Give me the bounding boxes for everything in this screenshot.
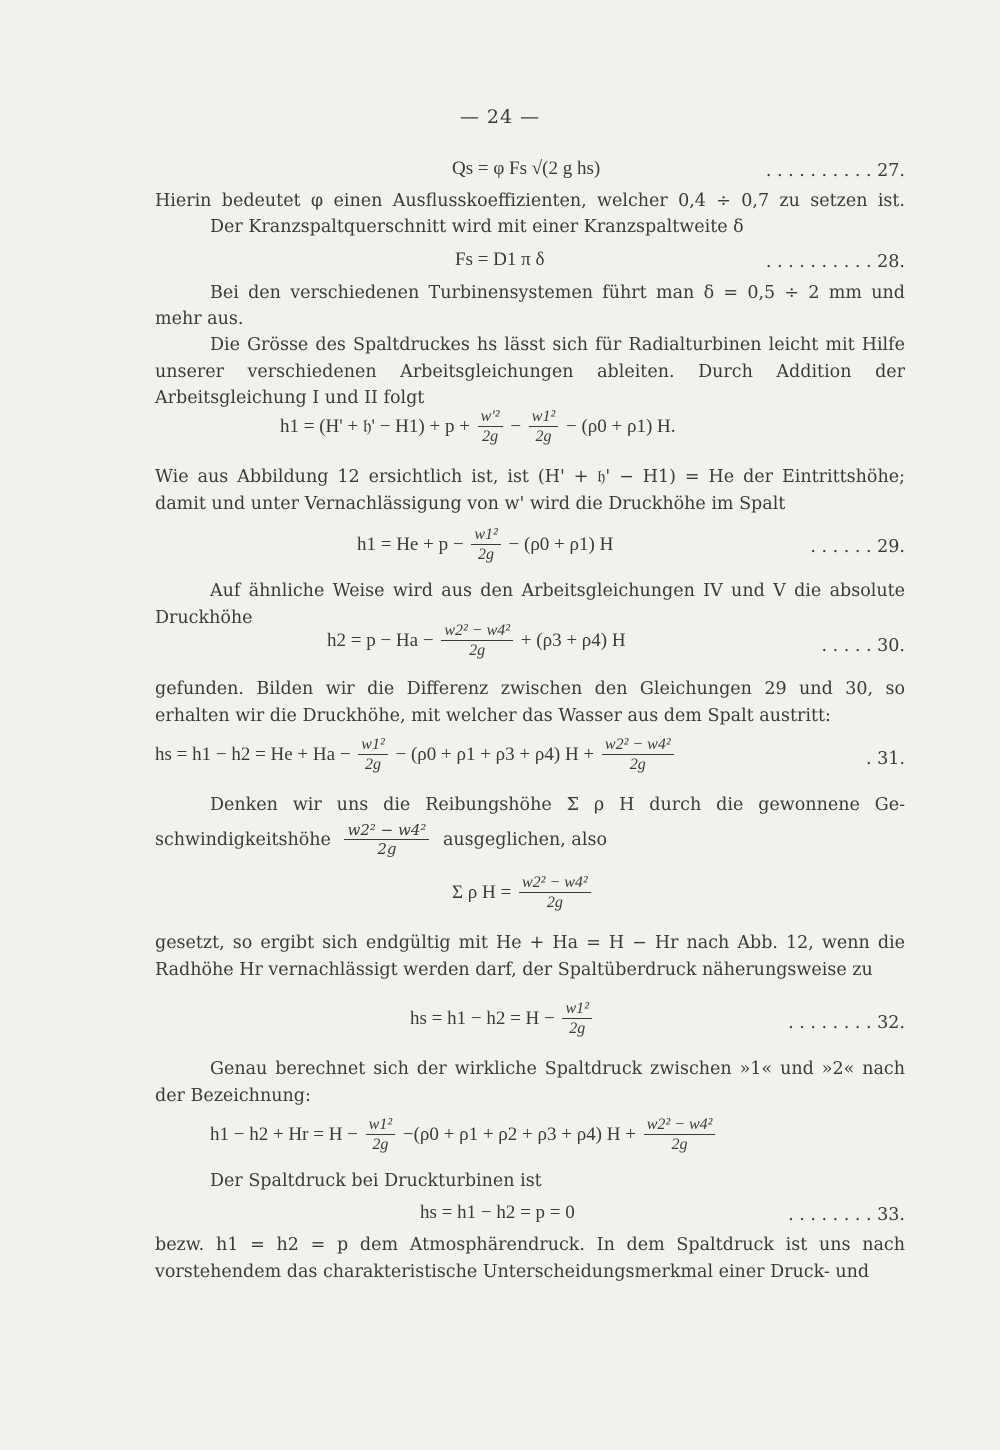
- equation-genau-lhs: h1 − h2 + Hr = H −: [210, 1123, 358, 1145]
- fraction-denominator: 2g: [377, 840, 397, 858]
- equation-29: [357, 526, 613, 565]
- fraction-denominator: 2g: [546, 894, 563, 911]
- paragraph-gesetzt: gesetzt, so ergibt sich endgültig mit He + Ha = H − Hr nach Abb. 12, wenn die Radhöhe Hr vernachlässigt werden darf, der Spaltüberdruck näherungsweise zu: [155, 933, 905, 980]
- page-number: — 24 —: [459, 106, 541, 128]
- equation-32-lhs: hs = h1 − h2 = H −: [410, 1007, 555, 1029]
- paragraph-bezw: bezw. h1 = h2 = p dem Atmosphärendruck. In dem Spaltdruck ist uns nach vorstehendem das charakteristische Unterscheidungsmerkmal einer Druck- und: [155, 1235, 905, 1282]
- paragraph-der-spaltdruck: Der Spaltdruck bei Druckturbinen ist: [210, 1171, 542, 1191]
- equation-sigma-lhs: Σ ρ H =: [452, 881, 512, 903]
- equation-31-middle: − (ρ0 + ρ1 + ρ3 + ρ4) H +: [395, 743, 595, 765]
- equation-32-number: . . . . . . . . 32.: [788, 1013, 905, 1033]
- equation-29-lhs: h1 = He + p −: [357, 533, 464, 555]
- fraction-numerator: w1²: [529, 408, 558, 427]
- fraction-numerator: w1²: [471, 526, 500, 545]
- equation-27-number: . . . . . . . . . . 27.: [765, 161, 905, 181]
- paragraph-gefunden: gefunden. Bilden wir die Differenz zwischen den Gleichungen 29 und 30, so erhalten wir die Druckhöhe, mit welcher das Wasser aus dem Spalt austritt:: [155, 679, 905, 726]
- equation-h1-lhs: h1 = (H' + 𝔥' − H1) + p +: [280, 415, 470, 437]
- paragraph-denken-line2: [155, 822, 905, 859]
- equation-30: [327, 622, 626, 661]
- fraction-numerator: w'²: [478, 408, 503, 427]
- paragraph-groesse: Die Grösse des Spaltdruckes hs lässt sich für Radialturbinen leicht mit Hilfe unserer verschiedenen Arbeitsgleichungen ableiten. Durch Addition der Arbeitsgleichung I und II folgt: [155, 335, 905, 408]
- equation-29-number: . . . . . . 29.: [810, 537, 905, 557]
- fraction-denominator: 2g: [569, 1020, 586, 1037]
- equation-genau-fraction-2: [644, 1116, 716, 1155]
- equation-30-number: . . . . . 30.: [821, 636, 905, 656]
- equation-genau-fraction-1: [366, 1116, 395, 1155]
- fraction-denominator: 2g: [365, 756, 382, 773]
- fraction-denominator: 2g: [482, 428, 499, 445]
- fraction-denominator: 2g: [535, 428, 552, 445]
- equation-30-lhs: h2 = p − Ha −: [327, 629, 434, 651]
- equation-33-number: . . . . . . . . 33.: [788, 1205, 905, 1225]
- fraction-numerator: w2² − w4²: [519, 874, 591, 893]
- equation-31: [155, 736, 677, 775]
- equation-h1-fraction-2: [529, 408, 558, 447]
- equation-29-rhs: − (ρ0 + ρ1) H: [508, 533, 614, 555]
- equation-genau-middle: −(ρ0 + ρ1 + ρ2 + ρ3 + ρ4) H +: [402, 1123, 636, 1145]
- equation-h1-fraction-1: [478, 408, 503, 447]
- equation-31-fraction-1: [358, 736, 387, 775]
- equation-h1-rhs: − (ρ0 + ρ1) H.: [566, 415, 676, 437]
- fraction-denominator: 2g: [629, 756, 646, 773]
- equation-31-fraction-2: [602, 736, 674, 775]
- paragraph-auf: Auf ähnliche Weise wird aus den Arbeitsgleichungen IV und V die absolute Druckhöhe: [155, 581, 905, 628]
- equation-sigma: [452, 874, 594, 913]
- equation-30-rhs: + (ρ3 + ρ4) H: [520, 629, 626, 651]
- fraction-denominator: 2g: [469, 642, 486, 659]
- paragraph-genau: Genau berechnet sich der wirkliche Spaltdruck zwischen »1« und »2« nach der Bezeichnung:: [155, 1059, 905, 1106]
- equation-29-fraction: [471, 526, 500, 565]
- fraction-denominator: 2g: [478, 546, 495, 563]
- fraction-numerator: w2² − w4²: [602, 736, 674, 755]
- paragraph-bei-line2: mehr aus.: [155, 309, 244, 329]
- paragraph-wie: Wie aus Abbildung 12 ersichtlich ist, ist (H' + 𝔥' − H1) = He der Eintrittshöhe; damit und unter Vernachlässigung von w' wird die Druckhöhe im Spalt: [155, 467, 905, 514]
- equation-31-number: . 31.: [866, 749, 905, 769]
- fraction-numerator: w2² − w4²: [644, 1116, 716, 1135]
- equation-32-fraction: [562, 1000, 591, 1039]
- paragraph-kranzspalt: Der Kranzspaltquerschnitt wird mit einer Kranzspaltweite δ: [210, 217, 744, 237]
- equation-h1: [280, 408, 676, 447]
- paragraph-hierin: Hierin bedeutet φ einen Ausflusskoeffizienten, welcher 0,4 ÷ 0,7 zu setzen ist.: [155, 191, 905, 211]
- equation-sigma-fraction: [519, 874, 591, 913]
- fraction-numerator: w1²: [358, 736, 387, 755]
- equation-30-fraction: [441, 622, 513, 661]
- equation-33: hs = h1 − h2 = p = 0: [420, 1202, 575, 1223]
- denken-text-b: ausgeglichen, also: [442, 830, 607, 850]
- fraction-numerator: w1²: [366, 1116, 395, 1135]
- equation-28: Fs = D1 π δ: [455, 249, 545, 270]
- fraction-numerator: w2² − w4²: [344, 822, 429, 840]
- fraction-numerator: w2² − w4²: [441, 622, 513, 641]
- fraction-numerator: w1²: [562, 1000, 591, 1019]
- equation-genau: [210, 1116, 718, 1155]
- denken-text-a: schwindigkeitshöhe: [155, 830, 331, 850]
- equation-32: [410, 1000, 595, 1039]
- equation-h1-minus: −: [510, 415, 522, 437]
- equation-31-lhs: hs = h1 − h2 = He + Ha −: [155, 743, 351, 765]
- paragraph-denken-line1: Denken wir uns die Reibungshöhe Σ ρ H durch die gewonnene Ge-: [210, 795, 905, 815]
- equation-27: Qs = φ Fs √(2 g hs): [452, 158, 601, 179]
- equation-28-number: . . . . . . . . . . 28.: [765, 252, 905, 272]
- fraction-denominator: 2g: [671, 1136, 688, 1153]
- fraction-denominator: 2g: [372, 1136, 389, 1153]
- denken-fraction: [344, 822, 429, 859]
- paragraph-bei-line1: Bei den verschiedenen Turbinensystemen führt man δ = 0,5 ÷ 2 mm und: [210, 283, 905, 303]
